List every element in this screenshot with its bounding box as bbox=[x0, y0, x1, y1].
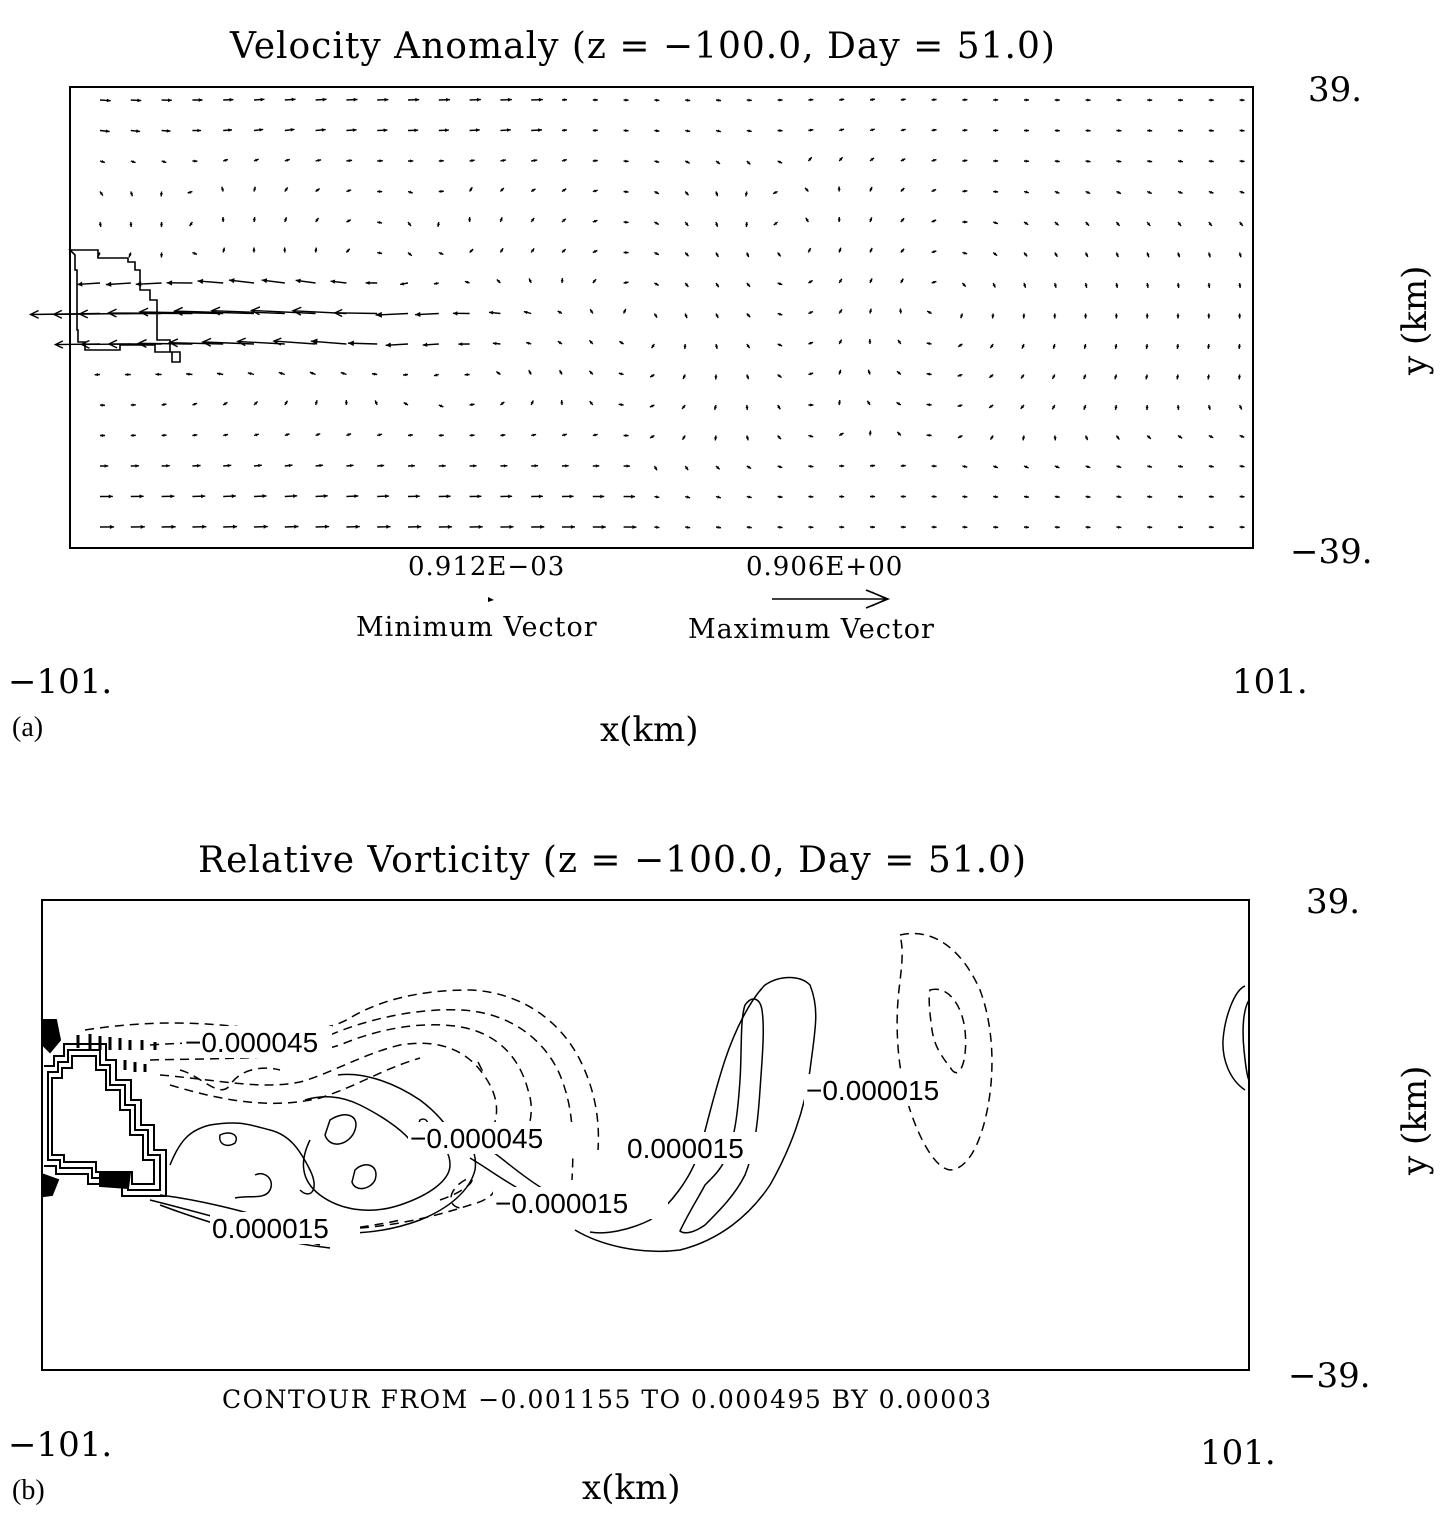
panel-b-x-left-tick: −101. bbox=[8, 1425, 113, 1465]
contour-labels bbox=[182, 1026, 979, 1244]
contour-label-1: −0.000045 bbox=[185, 1027, 319, 1058]
panel-b-x-axis-label: x(km) bbox=[582, 1468, 681, 1508]
obstacle-contours bbox=[44, 1020, 166, 1196]
positive-vorticity-contours bbox=[150, 978, 1249, 1252]
contour-label-5: 0.000015 bbox=[627, 1133, 744, 1164]
panel-b-title: Relative Vorticity (z = −100.0, Day = 51.0) bbox=[198, 840, 1028, 881]
max-vector-label: Maximum Vector bbox=[688, 614, 935, 645]
contour-label-4: −0.000015 bbox=[495, 1188, 629, 1219]
panel-a-x-right-tick: 101. bbox=[1232, 662, 1308, 702]
panel-a-title: Velocity Anomaly (z = −100.0, Day = 51.0) bbox=[230, 26, 1056, 67]
panel-b-y-bottom-tick: −39. bbox=[1288, 1356, 1371, 1396]
min-vector-label: Minimum Vector bbox=[356, 612, 598, 643]
max-vector-value: 0.906E+00 bbox=[746, 552, 904, 582]
contour-label-3: 0.000015 bbox=[212, 1213, 329, 1244]
panel-a-y-top-tick: 39. bbox=[1308, 70, 1363, 110]
min-vector-value: 0.912E−03 bbox=[408, 552, 566, 582]
panel-a-x-axis-label: x(km) bbox=[600, 710, 699, 750]
panel-b-letter: (b) bbox=[12, 1475, 45, 1506]
panel-b-y-axis-label: y (km) bbox=[1395, 1065, 1435, 1175]
contour-label-2: −0.000045 bbox=[410, 1123, 544, 1154]
panel-b-y-top-tick: 39. bbox=[1306, 882, 1361, 922]
contour-range-note: CONTOUR FROM −0.001155 TO 0.000495 BY 0.00003 bbox=[222, 1385, 993, 1414]
panel-a-letter: (a) bbox=[12, 712, 44, 743]
panel-a-x-left-tick: −101. bbox=[8, 662, 113, 702]
panel-b-x-right-tick: 101. bbox=[1200, 1433, 1276, 1473]
contour-label-6: −0.000015 bbox=[806, 1075, 940, 1106]
panel-a-y-axis-label: y (km) bbox=[1395, 265, 1435, 375]
panel-a-y-bottom-tick: −39. bbox=[1290, 532, 1373, 572]
